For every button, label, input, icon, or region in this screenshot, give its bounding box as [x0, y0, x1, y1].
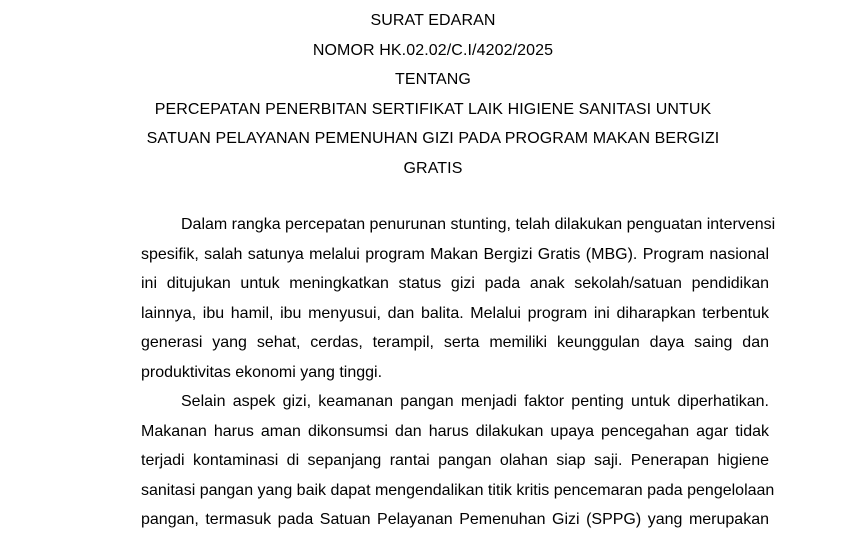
- paragraph-line: pangan, termasuk pada Satuan Pelayanan Pemenuhan Gizi (SPPG) yang merupakan: [141, 511, 769, 528]
- heading-subject-line-1: PERCEPATAN PENERBITAN SERTIFIKAT LAIK HIGIENE SANITASI UNTUK: [154, 100, 712, 118]
- heading-about: TENTANG: [395, 71, 471, 88]
- paragraph-line: Selain aspek gizi, keamanan pangan menjadi faktor penting untuk diperhatikan.: [181, 393, 769, 410]
- paragraph-line: sanitasi pangan yang baik dapat mengendalikan titik kritis pencemaran pada pengelolaan: [141, 481, 775, 499]
- document-heading: [0, 6, 866, 183]
- paragraph-line: spesifik, salah satunya melalui program Makan Bergizi Gratis (MBG). Program nasional: [141, 245, 769, 263]
- heading-subject-line-2: SATUAN PELAYANAN PEMENUHAN GIZI PADA PROGRAM MAKAN BERGIZI: [146, 130, 720, 147]
- document-body: [101, 210, 776, 533]
- paragraph-line: generasi yang sehat, cerdas, terampil, serta memiliki keunggulan daya saing dan: [141, 334, 769, 351]
- heading-subject-line-3: GRATIS: [403, 159, 463, 177]
- paragraph-line: lainnya, ibu hamil, ibu menyusui, dan balita. Melalui program ini diharapkan terbentuk: [141, 304, 769, 322]
- paragraph-line: terjadi kontaminasi di sepanjang rantai pangan olahan siap saji. Penerapan higiene: [141, 452, 769, 469]
- paragraph-2: [101, 387, 775, 533]
- paragraph-line: Dalam rangka percepatan penurunan stunting, telah dilakukan penguatan intervensi: [181, 216, 776, 233]
- paragraph-line: Makanan harus aman dikonsumsi dan harus dilakukan upaya pencegahan agar tidak: [141, 422, 769, 440]
- paragraph-line: produktivitas ekonomi yang tinggi.: [141, 363, 383, 381]
- heading-title: SURAT EDARAN: [370, 12, 496, 29]
- paragraph-1: [101, 210, 776, 387]
- paragraph-line: ini ditujukan untuk meningkatkan status gizi pada anak sekolah/satuan pendidikan: [141, 275, 769, 292]
- heading-number: NOMOR HK.02.02/C.I/4202/2025: [312, 41, 554, 59]
